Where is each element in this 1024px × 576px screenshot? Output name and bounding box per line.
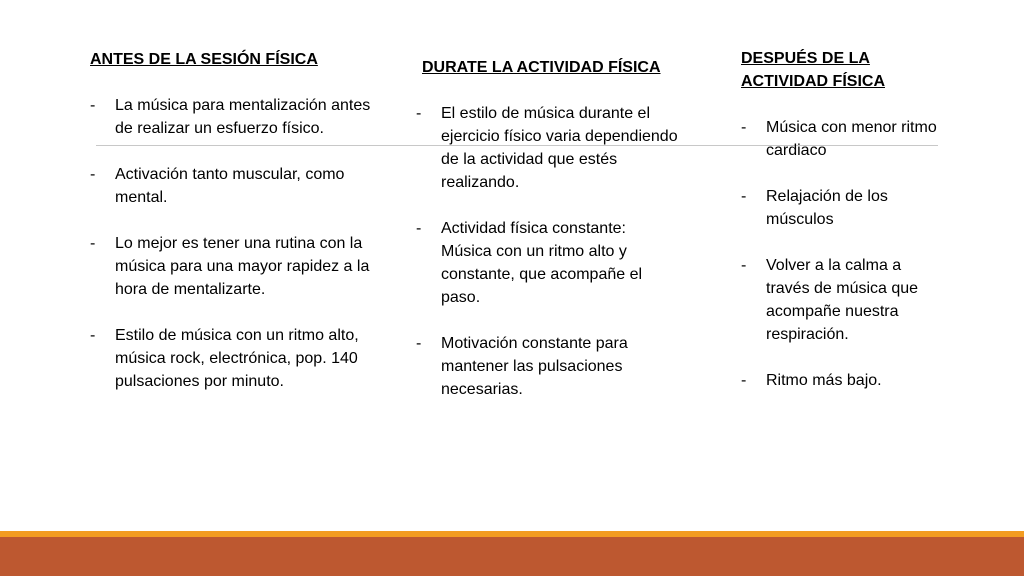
list-item-text: Activación tanto muscular, como mental. — [115, 166, 345, 206]
list-item — [416, 217, 678, 309]
list-item-text: Volver a la calma a través de música que acompañe nuestra respiración. — [766, 257, 919, 343]
column-durante — [416, 56, 678, 401]
dash-bullet: - — [741, 119, 747, 136]
list-item — [741, 254, 941, 346]
list-item-text: Lo mejor es tener una rutina con la música para una mayor rapidez a la hora de mentalizarte. — [115, 235, 370, 298]
dash-bullet: - — [416, 335, 422, 352]
list-item-text: Ritmo más bajo. — [766, 372, 882, 389]
footer-band — [0, 537, 1024, 576]
list-item-text: La música para mentalización antes de realizar un esfuerzo físico. — [115, 97, 371, 137]
column-heading: DESPUÉS DE LA ACTIVIDAD FÍSICA — [741, 50, 885, 90]
bullet-list — [741, 116, 941, 392]
bullet-list — [416, 102, 678, 401]
list-item — [416, 102, 678, 194]
dash-bullet: - — [741, 188, 747, 205]
dash-bullet: - — [90, 235, 96, 252]
column-heading: ANTES DE LA SESIÓN FÍSICA — [90, 51, 318, 68]
column-despues — [741, 47, 941, 392]
list-item — [416, 332, 678, 401]
list-item — [741, 116, 941, 162]
list-item-text: Relajación de los músculos — [766, 188, 888, 228]
list-item — [90, 324, 375, 393]
list-item-text: El estilo de música durante el ejercicio físico varia dependiendo de la actividad que estés realizando. — [441, 105, 678, 191]
list-item — [90, 94, 375, 140]
dash-bullet: - — [90, 166, 96, 183]
dash-bullet: - — [90, 97, 96, 114]
column-heading: DURATE LA ACTIVIDAD FÍSICA — [422, 59, 661, 76]
dash-bullet: - — [90, 327, 96, 344]
list-item-text: Actividad física constante: Música con un ritmo alto y constante, que acompañe el paso. — [441, 220, 643, 306]
column-antes — [90, 48, 375, 393]
dash-bullet: - — [416, 105, 422, 122]
list-item-text: Música con menor ritmo cardiaco — [766, 119, 937, 159]
dash-bullet: - — [416, 220, 422, 237]
dash-bullet: - — [741, 257, 747, 274]
list-item — [741, 185, 941, 231]
list-item — [741, 369, 941, 392]
dash-bullet: - — [741, 372, 747, 389]
list-item-text: Estilo de música con un ritmo alto, música rock, electrónica, pop. 140 pulsaciones por minuto. — [115, 327, 359, 390]
list-item — [90, 232, 375, 301]
list-item — [90, 163, 375, 209]
list-item-text: Motivación constante para mantener las pulsaciones necesarias. — [441, 335, 628, 398]
bullet-list — [90, 94, 375, 393]
